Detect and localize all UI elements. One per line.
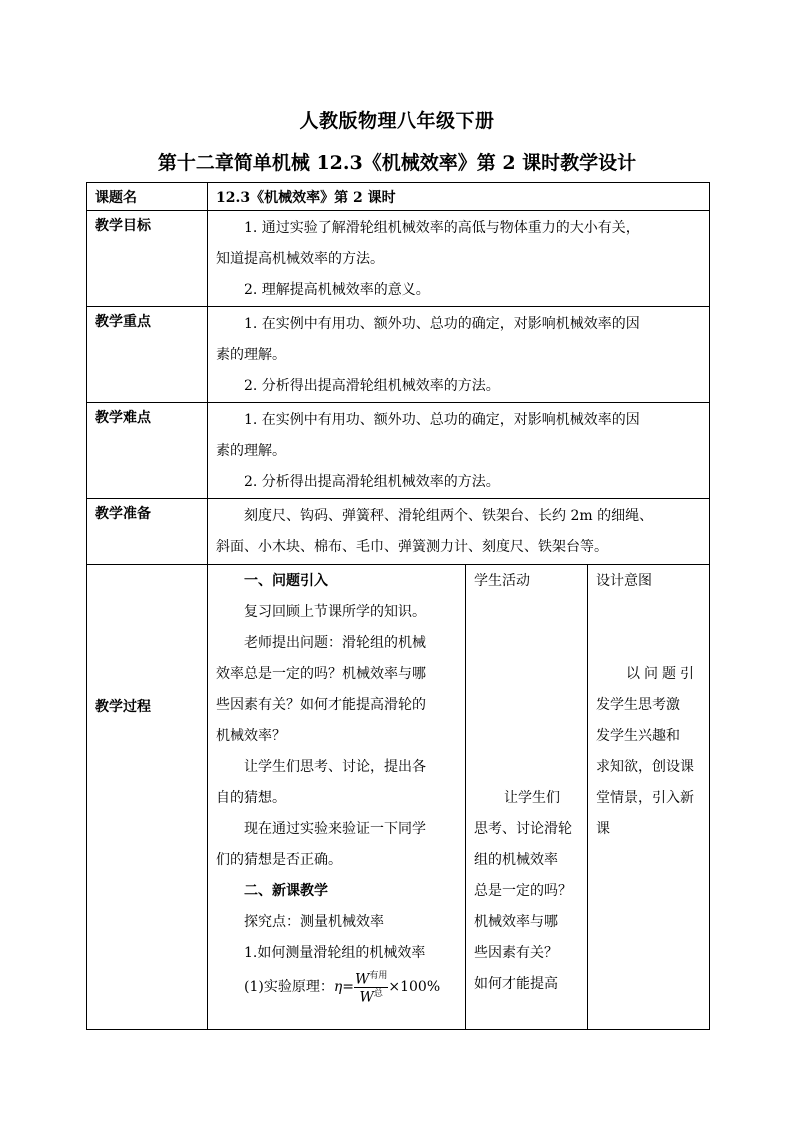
document-subtitle: 第十二章简单机械 12.3《机械效率》第 2 课时教学设计 [157,152,637,174]
difficulty-line-2: 素的理解。 [216,443,286,459]
prep-line-1: 刻度尺、钩码、弹簧秤、滑轮组两个、铁架台、长约 2m 的细绳、 [244,508,654,524]
lesson-plan-table [86,182,710,1030]
student-line: 些因素有关？ [474,945,558,961]
student-line: 如何才能提高 [474,976,558,992]
w-total-subscript: 总 [373,988,383,999]
topic-label: 课题名 [87,183,208,211]
teacher-line: 老师提出问题：滑轮组的机械 [244,635,426,651]
formula-line [216,969,459,1005]
difficulty-label: 教学难点 [87,403,208,499]
teacher-line: 们的猜想是否正确。 [216,852,342,868]
w-total: W [359,989,374,1005]
table-row-key [87,307,710,403]
topic-value: 12.3《机械效率》第 2 课时 [208,183,710,211]
goals-line-1: 1. 通过实验了解滑轮组机械效率的高低与物体重力的大小有关， [244,220,640,236]
goals-label: 教学目标 [87,211,208,307]
intent-line: 发学生兴趣和 [596,728,680,744]
intent-line: 课 [596,821,610,837]
teacher-line: 探究点：测量机械效率 [244,914,384,930]
student-line: 机械效率与哪 [474,914,558,930]
teacher-line: 复习回顾上节课所学的知识。 [244,604,426,620]
teacher-line: 现在通过实验来验证一下同学 [244,821,426,837]
difficulty-line-3: 2. 分析得出提高滑轮组机械效率的方法。 [244,474,500,490]
student-activity-cell [466,565,588,1030]
table-row-process [87,565,710,1030]
formula-prefix: (1)实验原理： [244,979,334,995]
teacher-line: 自的猜想。 [216,790,286,806]
design-intent-header: 设计意图 [596,573,652,589]
student-line: 总是一定的吗？ [474,883,572,899]
section-heading-new-lesson: 二、新课教学 [244,883,328,899]
efficiency-fraction [354,970,388,1004]
teacher-line: 1.如何测量滑轮组的机械效率 [244,945,426,961]
w-useful: W [354,971,370,988]
intent-line: 堂情景，引入新 [596,790,694,806]
goals-line-3: 2. 理解提高机械效率的意义。 [244,282,430,298]
intent-line: 以问题引 [626,666,698,682]
table-row-topic [87,183,710,211]
goals-line-2: 知道提高机械效率的方法。 [216,251,384,267]
student-line: 让学生们 [504,790,560,806]
student-activity-header: 学生活动 [474,573,530,589]
document-title: 人教版物理八年级下册 [299,110,495,132]
section-heading-intro: 一、问题引入 [244,573,328,589]
difficulty-line-1: 1. 在实例中有用功、额外功、总功的确定，对影响机械效率的因 [244,412,640,428]
table-row-difficulty [87,403,710,499]
key-line-2: 素的理解。 [216,347,286,363]
process-label: 教学过程 [87,565,208,1030]
prep-line-2: 斜面、小木块、棉布、毛巾、弹簧测力计、刻度尺、铁架台等。 [216,539,608,555]
prep-label: 教学准备 [87,499,208,565]
teacher-line: 效率总是一定的吗？机械效率与哪 [216,666,426,682]
w-useful-subscript: 有用 [369,970,388,981]
eta-symbol: η= [333,979,354,995]
design-intent-cell [588,565,710,1030]
key-label: 教学重点 [87,307,208,403]
key-line-3: 2. 分析得出提高滑轮组机械效率的方法。 [244,378,500,394]
teacher-line: 机械效率？ [216,728,286,744]
teacher-activity-cell [208,565,466,1030]
table-row-prep [87,499,710,565]
intent-line: 发学生思考激 [596,697,680,713]
teacher-line: 让学生们思考、讨论，提出各 [244,759,426,775]
teacher-line: 些因素有关？如何才能提高滑轮的 [216,697,426,713]
key-line-1: 1. 在实例中有用功、额外功、总功的确定，对影响机械效率的因 [244,316,640,332]
student-line: 思考、讨论滑轮 [474,821,572,837]
intent-line: 求知欲，创设课 [596,759,694,775]
percent-factor: ×100% [388,979,441,995]
student-line: 组的机械效率 [474,852,558,868]
table-row-goals [87,211,710,307]
